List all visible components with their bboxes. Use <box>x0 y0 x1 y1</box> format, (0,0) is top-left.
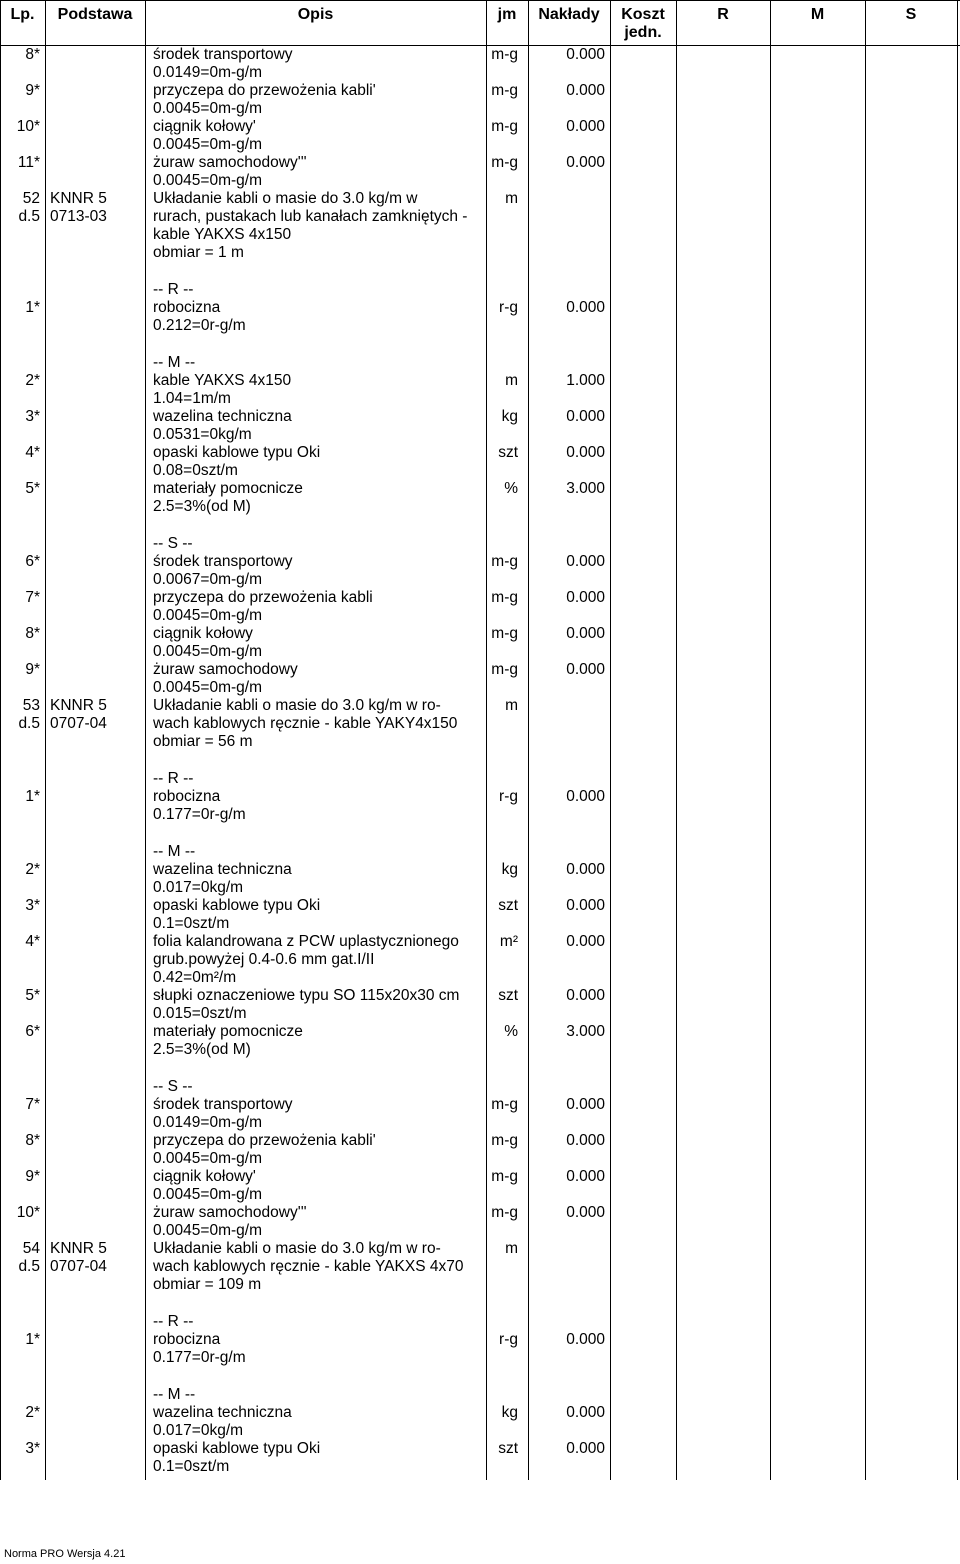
cell-opis: 0.0531=0kg/m <box>153 426 252 443</box>
cell-opis: 0.177=0r-g/m <box>153 1349 246 1366</box>
cell-opis: materiały pomocnicze <box>153 1023 303 1040</box>
cell-lp: 4* <box>25 933 40 950</box>
cell-lp: 2* <box>25 861 40 878</box>
cell-naklady: 0.000 <box>566 1168 605 1185</box>
cell-opis: 0.017=0kg/m <box>153 879 244 896</box>
cell-jm: r-g <box>499 1331 518 1348</box>
cell-opis: robocizna <box>153 788 221 805</box>
cell-opis: -- S -- <box>153 535 193 552</box>
cell-lp: 8* <box>25 46 40 63</box>
cell-naklady: 0.000 <box>566 82 605 99</box>
cell-lp: 1* <box>25 1331 40 1348</box>
cell-naklady: 0.000 <box>566 625 605 642</box>
cell-opis: ciągnik kołowy <box>153 625 253 642</box>
cell-opis: 2.5=3%(od M) <box>153 1041 251 1058</box>
cell-opis: 0.0045=0m-g/m <box>153 679 262 696</box>
cell-jm: szt <box>498 444 518 461</box>
cell-podstawa: 0707-04 <box>50 715 107 732</box>
cell-opis: 0.0045=0m-g/m <box>153 136 262 153</box>
cell-jm: m-g <box>491 82 518 99</box>
col-border <box>486 0 487 1480</box>
cell-lp: d.5 <box>18 208 40 225</box>
cell-naklady: 1.000 <box>566 372 605 389</box>
cell-opis: 0.1=0szt/m <box>153 915 230 932</box>
cell-jm: m-g <box>491 1132 518 1149</box>
cell-lp: 3* <box>25 897 40 914</box>
cell-lp: 8* <box>25 625 40 642</box>
col-border <box>45 0 46 1480</box>
cell-lp: 9* <box>25 82 40 99</box>
cell-opis: grub.powyżej 0.4-0.6 mm gat.I/II <box>153 951 375 968</box>
cell-opis: 0.1=0szt/m <box>153 1458 230 1475</box>
cell-jm: m-g <box>491 46 518 63</box>
cell-lp: 6* <box>25 553 40 570</box>
cell-opis: -- M -- <box>153 1386 196 1403</box>
cell-naklady: 0.000 <box>566 154 605 171</box>
cell-opis: 0.0045=0m-g/m <box>153 607 262 624</box>
cell-opis: Układanie kabli o masie do 3.0 kg/m w ro- <box>153 1240 441 1257</box>
cell-lp: 10* <box>16 1204 40 1221</box>
cell-opis: środek transportowy <box>153 553 293 570</box>
cell-naklady: 0.000 <box>566 788 605 805</box>
header-s: S <box>905 6 917 23</box>
cell-naklady: 0.000 <box>566 444 605 461</box>
cell-jm: m <box>505 697 518 714</box>
cell-opis: -- R -- <box>153 770 194 787</box>
cell-naklady: 3.000 <box>566 1023 605 1040</box>
cell-opis: opaski kablowe typu Oki <box>153 897 321 914</box>
cell-naklady: 0.000 <box>566 118 605 135</box>
cell-jm: m-g <box>491 553 518 570</box>
cell-jm: szt <box>498 897 518 914</box>
cell-podstawa: 0713-03 <box>50 208 107 225</box>
cell-opis: obmiar = 109 m <box>153 1276 262 1293</box>
cell-lp: 9* <box>25 661 40 678</box>
cell-opis: wazelina techniczna <box>153 861 292 878</box>
cell-lp: 11* <box>17 154 40 171</box>
col-border <box>676 0 677 1480</box>
cell-opis: -- M -- <box>153 354 196 371</box>
cell-naklady: 0.000 <box>566 589 605 606</box>
cell-opis: wazelina techniczna <box>153 408 292 425</box>
cell-jm: kg <box>501 1404 518 1421</box>
header-koszt-jedn: jedn. <box>624 24 662 41</box>
cell-jm: m-g <box>491 589 518 606</box>
cell-jm: szt <box>498 1440 518 1457</box>
cell-lp: 3* <box>25 408 40 425</box>
header-lp: Lp. <box>10 6 35 23</box>
cell-lp: d.5 <box>18 1258 40 1275</box>
cell-opis: 0.015=0szt/m <box>153 1005 247 1022</box>
cell-opis: wazelina techniczna <box>153 1404 292 1421</box>
cell-opis: przyczepa do przewożenia kabli' <box>153 82 376 99</box>
cell-naklady: 0.000 <box>566 553 605 570</box>
cell-opis: 0.0045=0m-g/m <box>153 1150 262 1167</box>
cell-opis: 0.177=0r-g/m <box>153 806 246 823</box>
cell-jm: % <box>504 480 518 497</box>
cell-jm: m² <box>499 933 518 950</box>
cell-jm: m-g <box>491 1204 518 1221</box>
cell-lp: 1* <box>25 788 40 805</box>
cell-opis: 1.04=1m/m <box>153 390 231 407</box>
cell-opis: 0.42=0m²/m <box>153 969 237 986</box>
cell-opis: -- M -- <box>153 843 196 860</box>
cell-opis: 0.212=0r-g/m <box>153 317 246 334</box>
cell-lp: 4* <box>25 444 40 461</box>
cell-jm: m-g <box>491 154 518 171</box>
cell-jm: m-g <box>491 625 518 642</box>
cell-lp: 10* <box>16 118 40 135</box>
cell-lp: 8* <box>25 1132 40 1149</box>
cell-opis: 0.0045=0m-g/m <box>153 172 262 189</box>
cell-naklady: 0.000 <box>566 897 605 914</box>
cell-opis: wach kablowych ręcznie - kable YAKXS 4x70 <box>153 1258 464 1275</box>
cell-lp: 5* <box>25 987 40 1004</box>
cell-opis: słupki oznaczeniowe typu SO 115x20x30 cm <box>153 987 460 1004</box>
cell-podstawa: KNNR 5 <box>50 697 107 714</box>
cell-lp: 52 <box>22 190 40 207</box>
cell-naklady: 0.000 <box>566 1440 605 1457</box>
cell-jm: m <box>505 190 518 207</box>
cell-opis: opaski kablowe typu Oki <box>153 1440 321 1457</box>
cell-opis: robocizna <box>153 299 221 316</box>
cell-opis: 0.0045=0m-g/m <box>153 1186 262 1203</box>
cell-opis: żuraw samochodowy''' <box>153 154 307 171</box>
cell-opis: 0.0149=0m-g/m <box>153 64 262 81</box>
col-border <box>528 0 529 1480</box>
cell-opis: Układanie kabli o masie do 3.0 kg/m w <box>153 190 418 207</box>
cell-opis: 0.0045=0m-g/m <box>153 1222 262 1239</box>
cell-lp: 3* <box>25 1440 40 1457</box>
cell-naklady: 0.000 <box>566 661 605 678</box>
cell-naklady: 0.000 <box>566 1096 605 1113</box>
cell-lp: 1* <box>25 299 40 316</box>
cell-lp: 6* <box>25 1023 40 1040</box>
cell-opis: przyczepa do przewożenia kabli' <box>153 1132 376 1149</box>
cell-jm: kg <box>501 408 518 425</box>
cell-opis: Układanie kabli o masie do 3.0 kg/m w ro- <box>153 697 441 714</box>
cell-lp: 2* <box>25 372 40 389</box>
cell-jm: szt <box>498 987 518 1004</box>
cell-opis: kable YAKXS 4x150 <box>153 226 292 243</box>
cell-podstawa: KNNR 5 <box>50 1240 107 1257</box>
cell-lp: d.5 <box>18 715 40 732</box>
cell-naklady: 0.000 <box>566 46 605 63</box>
col-border <box>957 0 958 1480</box>
cell-opis: obmiar = 1 m <box>153 244 244 261</box>
cell-naklady: 0.000 <box>566 1331 605 1348</box>
cell-lp: 7* <box>25 589 40 606</box>
cell-podstawa: 0707-04 <box>50 1258 107 1275</box>
cell-opis: -- S -- <box>153 1078 193 1095</box>
cell-jm: m <box>505 1240 518 1257</box>
cell-naklady: 0.000 <box>566 987 605 1004</box>
cell-naklady: 0.000 <box>566 1132 605 1149</box>
col-border <box>145 0 146 1480</box>
cell-opis: środek transportowy <box>153 46 293 63</box>
cell-naklady: 0.000 <box>566 861 605 878</box>
cell-jm: kg <box>501 861 518 878</box>
table-top-border <box>0 0 960 1</box>
header-opis: Opis <box>297 6 334 23</box>
col-border <box>770 0 771 1480</box>
cell-opis: materiały pomocnicze <box>153 480 303 497</box>
cell-lp: 54 <box>22 1240 40 1257</box>
cell-opis: 0.017=0kg/m <box>153 1422 244 1439</box>
cell-opis: środek transportowy <box>153 1096 293 1113</box>
cell-jm: % <box>504 1023 518 1040</box>
cell-opis: obmiar = 56 m <box>153 733 253 750</box>
cell-opis: folia kalandrowana z PCW uplastycznionego <box>153 933 459 950</box>
cell-opis: 0.0149=0m-g/m <box>153 1114 262 1131</box>
cell-opis: 0.0045=0m-g/m <box>153 100 262 117</box>
header-jm: jm <box>497 6 517 23</box>
cell-naklady: 0.000 <box>566 1204 605 1221</box>
header-naklady: Nakłady <box>538 6 600 23</box>
cell-lp: 2* <box>25 1404 40 1421</box>
cell-opis: 0.08=0szt/m <box>153 462 238 479</box>
cell-opis: ciągnik kołowy' <box>153 118 256 135</box>
cell-opis: ciągnik kołowy' <box>153 1168 256 1185</box>
cell-jm: m-g <box>491 661 518 678</box>
cell-opis: 0.0067=0m-g/m <box>153 571 262 588</box>
cell-lp: 9* <box>25 1168 40 1185</box>
cell-naklady: 0.000 <box>566 299 605 316</box>
cell-jm: m-g <box>491 1168 518 1185</box>
cell-opis: -- R -- <box>153 1313 194 1330</box>
cell-opis: robocizna <box>153 1331 221 1348</box>
cell-podstawa: KNNR 5 <box>50 190 107 207</box>
cell-jm: m <box>505 372 518 389</box>
cell-naklady: 0.000 <box>566 408 605 425</box>
cell-jm: m-g <box>491 118 518 135</box>
cell-jm: r-g <box>499 299 518 316</box>
header-podstawa: Podstawa <box>57 6 133 23</box>
header-r: R <box>717 6 729 23</box>
cell-opis: przyczepa do przewożenia kabli <box>153 589 373 606</box>
cell-opis: 2.5=3%(od M) <box>153 498 251 515</box>
cell-opis: 0.0045=0m-g/m <box>153 643 262 660</box>
cell-opis: kable YAKXS 4x150 <box>153 372 292 389</box>
cell-opis: rurach, pustakach lub kanałach zamkniętych - <box>153 208 468 225</box>
header-m: M <box>810 6 825 23</box>
cell-naklady: 3.000 <box>566 480 605 497</box>
cell-naklady: 0.000 <box>566 1404 605 1421</box>
col-border <box>865 0 866 1480</box>
cell-lp: 53 <box>22 697 40 714</box>
col-border <box>610 0 611 1480</box>
cell-opis: żuraw samochodowy <box>153 661 298 678</box>
cell-lp: 7* <box>25 1096 40 1113</box>
cell-opis: wach kablowych ręcznie - kable YAKY4x150 <box>153 715 458 732</box>
cell-jm: r-g <box>499 788 518 805</box>
cell-opis: żuraw samochodowy''' <box>153 1204 307 1221</box>
header-koszt: Koszt <box>621 6 665 23</box>
cell-opis: -- R -- <box>153 281 194 298</box>
cell-naklady: 0.000 <box>566 933 605 950</box>
cell-lp: 5* <box>25 480 40 497</box>
footer-version: Norma PRO Wersja 4.21 <box>4 1548 126 1560</box>
cell-opis: opaski kablowe typu Oki <box>153 444 321 461</box>
cell-jm: m-g <box>491 1096 518 1113</box>
